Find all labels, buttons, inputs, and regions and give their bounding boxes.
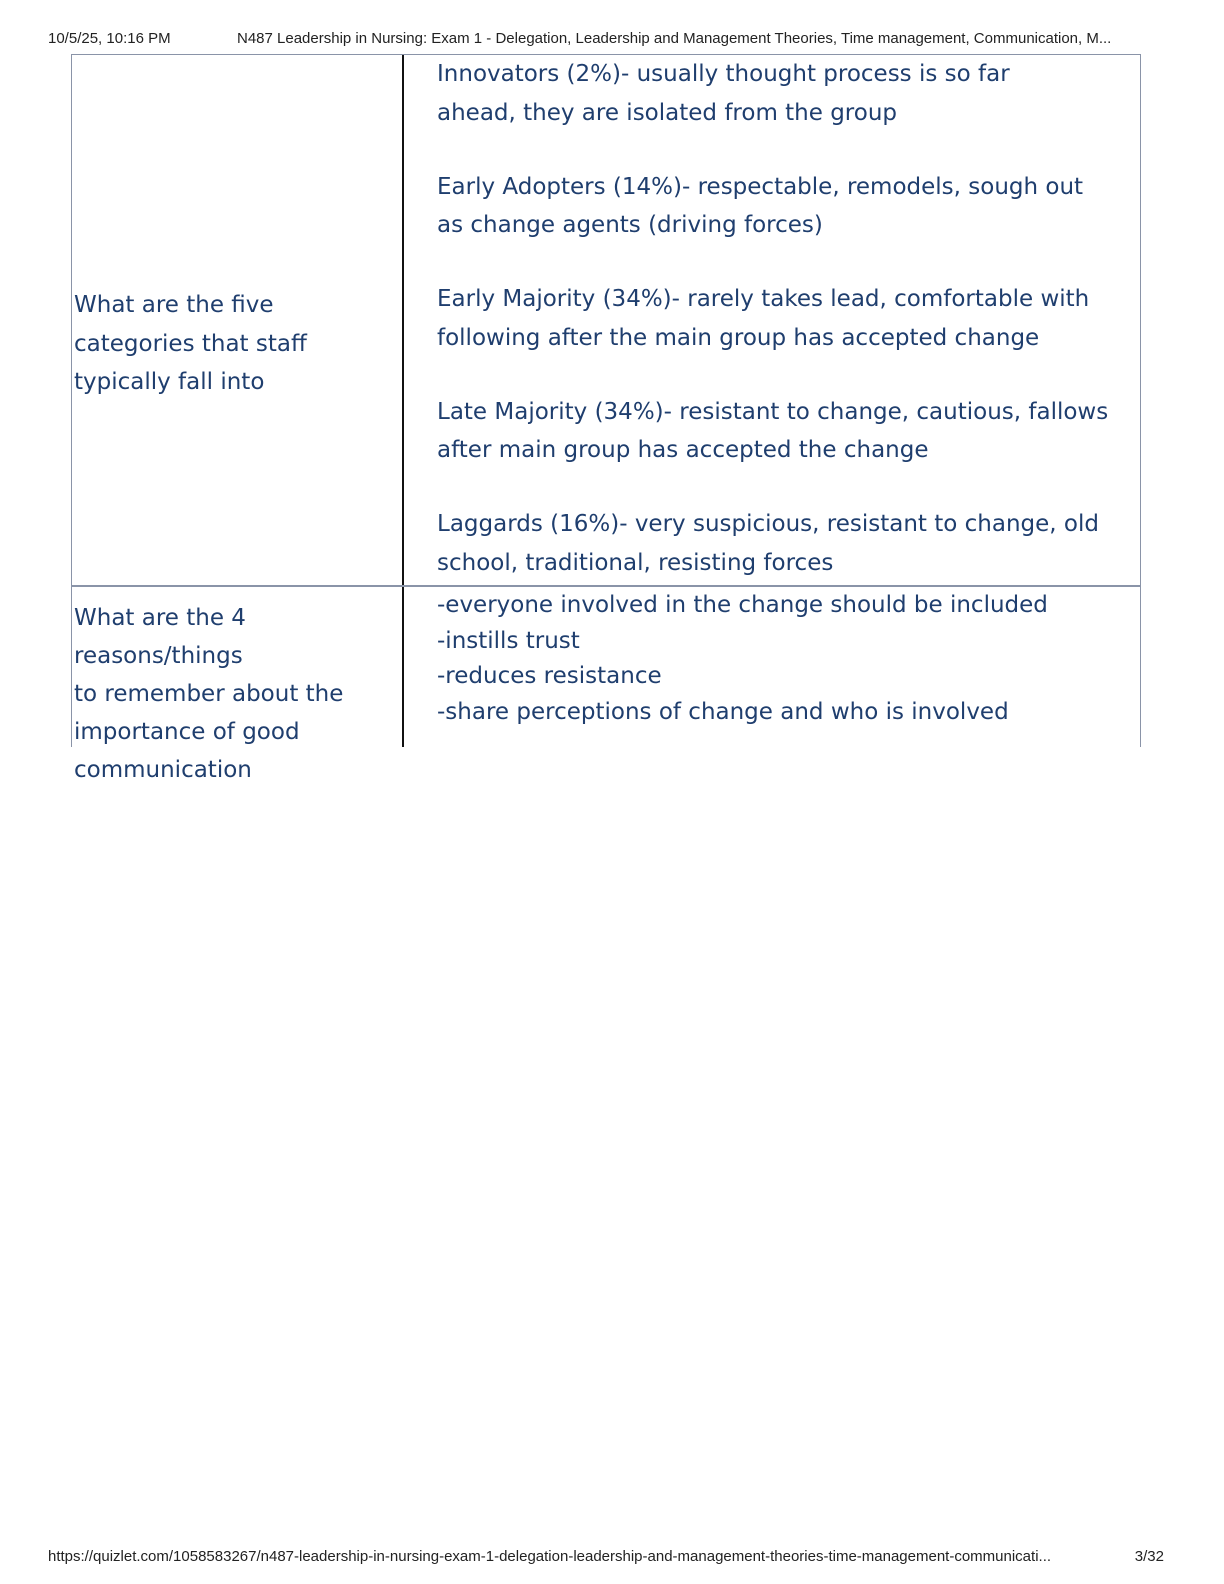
flashcard-row xyxy=(71,54,1141,585)
definition-line: school, traditional, resisting forces xyxy=(437,549,834,576)
definition-point: -everyone involved in the change should be included xyxy=(437,592,1048,618)
definition-line: Early Majority (34%)- rarely takes lead, comfortable with xyxy=(437,286,1090,312)
column-divider xyxy=(402,587,404,747)
print-header xyxy=(48,30,1168,50)
print-timestamp: 10/5/25, 10:16 PM xyxy=(48,30,171,47)
page-number: 3/32 xyxy=(1134,1548,1164,1565)
definition-line: ahead, they are isolated from the group xyxy=(437,99,898,126)
definition-line: Laggards (16%)- very suspicious, resistant to change, old xyxy=(437,511,1099,537)
definition-point: -share perceptions of change and who is involved xyxy=(437,699,1009,726)
definition-line: Innovators (2%)- usually thought process is so far xyxy=(437,61,1010,87)
print-footer xyxy=(48,1548,1168,1568)
staff-category xyxy=(437,280,1127,357)
term-line: What are the 4 reasons/things xyxy=(74,605,246,669)
page-url: https://quizlet.com/1058583267/n487-leadership-in-nursing-exam-1-delegation-leadership-and-management-theories-time-management-communicati... xyxy=(48,1548,1052,1565)
staff-category xyxy=(437,55,1127,132)
definition-point: -reduces resistance xyxy=(437,663,662,690)
document-title: N487 Leadership in Nursing: Exam 1 - Delegation, Leadership and Management Theories, Time management, Communication, M... xyxy=(237,30,1112,47)
flashcard-term xyxy=(74,599,400,789)
column-divider xyxy=(402,55,404,585)
flashcard-row xyxy=(71,585,1141,783)
definition-line: following after the main group has accepted change xyxy=(437,324,1040,351)
definition-point: -instills trust xyxy=(437,627,580,654)
term-line: typically fall into xyxy=(74,369,265,395)
term-line: to remember about the xyxy=(74,681,344,707)
definition-line: as change agents (driving forces) xyxy=(437,212,823,238)
staff-category xyxy=(437,393,1127,470)
flashcard-definition xyxy=(437,588,1127,731)
staff-category xyxy=(437,168,1127,245)
flashcard-term xyxy=(74,286,400,402)
definition-line: Late Majority (34%)- resistant to change, cautious, fallows xyxy=(437,398,1109,425)
term-line: importance of good xyxy=(74,719,300,745)
definition-line: Early Adopters (14%)- respectable, remodels, sough out xyxy=(437,173,1084,200)
flashcard-definition xyxy=(437,55,1127,582)
term-line: What are the five xyxy=(74,292,274,318)
definition-line: after main group has accepted the change xyxy=(437,437,929,463)
staff-category xyxy=(437,505,1127,582)
term-line: categories that staff xyxy=(74,330,307,357)
flashcard-table xyxy=(71,54,1141,783)
term-line: communication xyxy=(74,757,252,783)
